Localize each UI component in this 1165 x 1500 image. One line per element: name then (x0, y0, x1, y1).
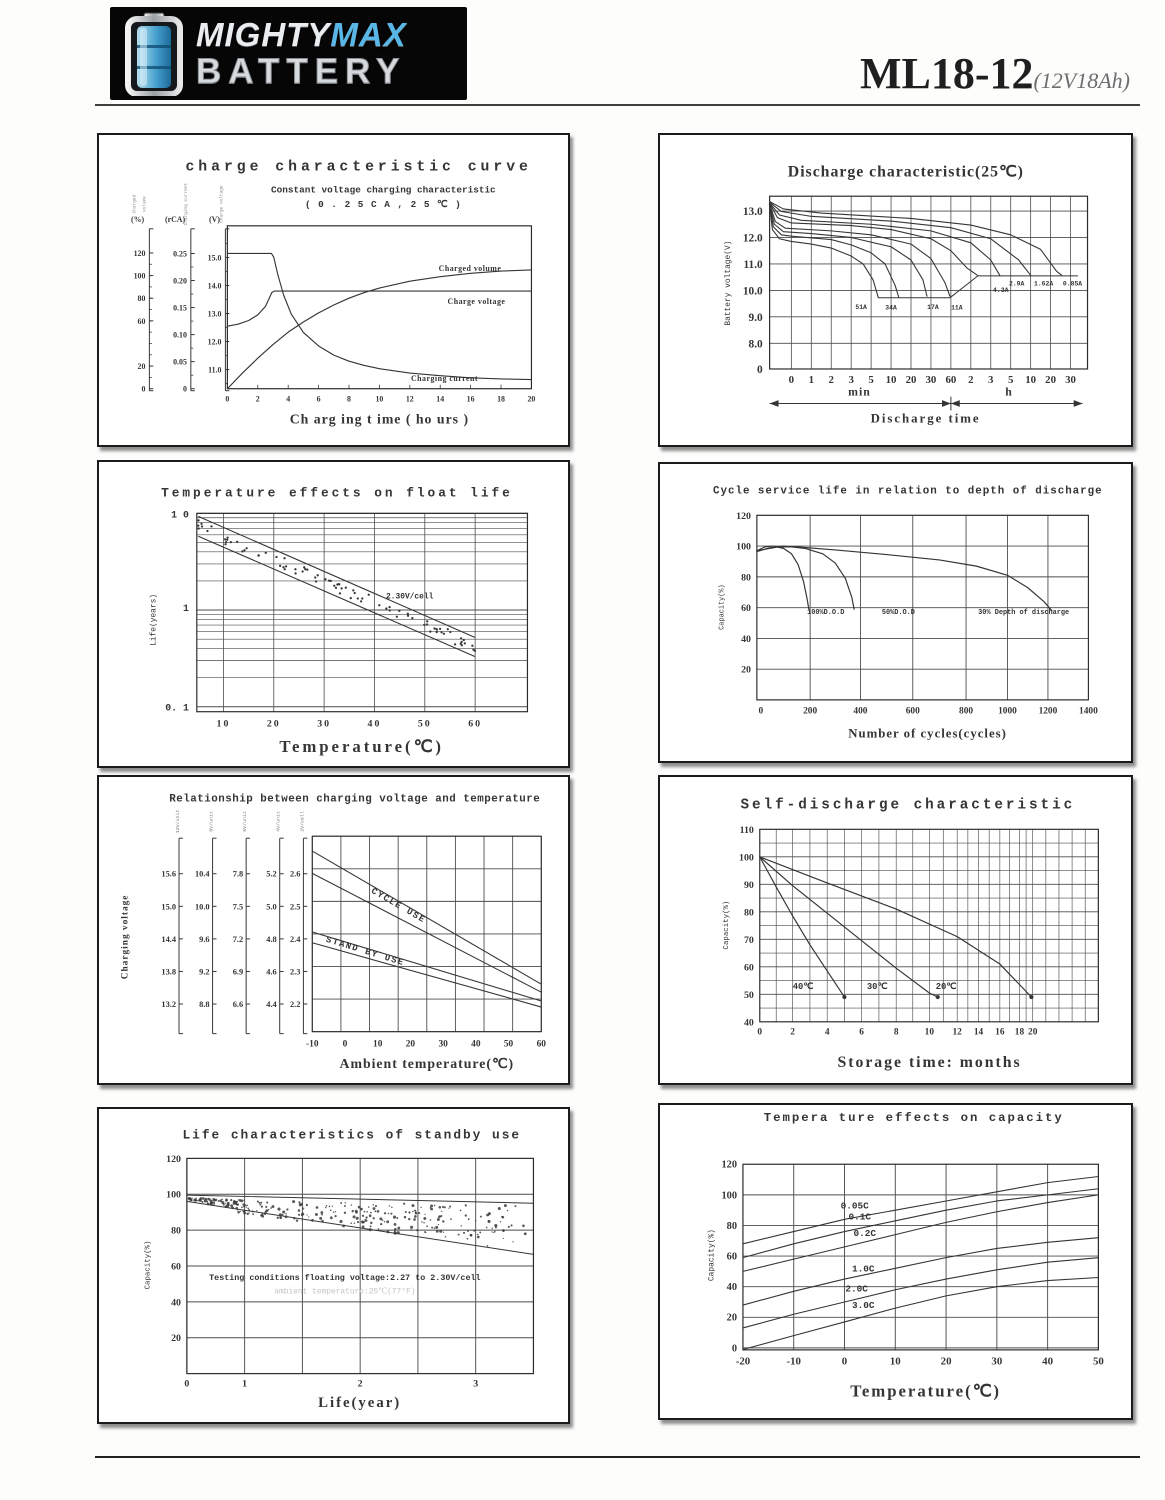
svg-text:30% Depth of discharge: 30% Depth of discharge (978, 608, 1070, 617)
svg-text:4.8: 4.8 (266, 934, 277, 944)
svg-text:20: 20 (1045, 373, 1057, 386)
svg-text:(V): (V) (209, 214, 221, 224)
svg-text:0: 0 (342, 1039, 348, 1050)
svg-text:120: 120 (133, 248, 146, 258)
svg-text:0: 0 (841, 1355, 848, 1368)
svg-text:12.0: 12.0 (742, 232, 763, 245)
svg-text:20: 20 (137, 362, 146, 372)
svg-text:13.0: 13.0 (742, 205, 763, 218)
svg-text:Charging current: Charging current (183, 182, 189, 226)
svg-text:20: 20 (905, 373, 917, 386)
svg-text:6V/unit: 6V/unit (243, 811, 249, 832)
chart-temp-capacity-canvas (660, 1105, 1131, 1418)
svg-text:Charged volume: Charged volume (438, 264, 502, 274)
svg-text:2: 2 (357, 1378, 363, 1390)
svg-text:9.0: 9.0 (748, 311, 763, 324)
svg-text:0.85A: 0.85A (1062, 280, 1083, 288)
svg-text:Testing conditions floating vo: Testing conditions floating voltage:2.27 to 2.30V/cell (209, 1272, 481, 1283)
svg-text:4.4: 4.4 (266, 999, 277, 1009)
svg-text:17A: 17A (927, 303, 939, 311)
chart-charge-canvas (99, 135, 568, 445)
svg-text:200: 200 (803, 706, 818, 717)
svg-text:18: 18 (497, 394, 505, 404)
svg-text:5.0: 5.0 (266, 902, 277, 912)
svg-text:80: 80 (171, 1225, 181, 1237)
svg-text:100: 100 (166, 1189, 181, 1201)
svg-text:40℃: 40℃ (792, 981, 814, 992)
svg-text:Capacity(%): Capacity(%) (723, 900, 732, 950)
svg-text:2.6: 2.6 (289, 869, 301, 879)
svg-text:Temperature(℃): Temperature(℃) (279, 737, 444, 757)
svg-text:34A: 34A (885, 304, 897, 312)
svg-text:20: 20 (171, 1333, 181, 1345)
svg-text:(rCA): (rCA) (164, 214, 186, 224)
chart-charging-voltage-panel (97, 775, 570, 1085)
svg-text:60: 60 (743, 962, 754, 974)
svg-text:14: 14 (973, 1027, 984, 1038)
svg-text:14: 14 (436, 394, 445, 404)
svg-text:0: 0 (788, 373, 795, 386)
svg-text:40: 40 (741, 633, 751, 645)
svg-text:4.3A: 4.3A (993, 287, 1009, 295)
svg-text:2.2: 2.2 (289, 999, 301, 1009)
svg-text:Capacity(%): Capacity(%) (718, 584, 727, 630)
svg-text:Number of cycles(cycles): Number of cycles(cycles) (848, 726, 1007, 741)
svg-text:10: 10 (889, 1355, 901, 1368)
svg-text:6.6: 6.6 (232, 999, 244, 1009)
svg-text:40: 40 (1042, 1355, 1054, 1368)
svg-text:0: 0 (757, 363, 763, 376)
svg-text:2: 2 (968, 373, 974, 386)
svg-text:2: 2 (828, 373, 834, 386)
svg-text:3: 3 (848, 373, 854, 386)
svg-text:2.30V/cell: 2.30V/cell (386, 592, 434, 602)
svg-text:Life characteristics of standb: Life characteristics of standby use (182, 1127, 522, 1143)
svg-text:0: 0 (141, 384, 146, 394)
svg-text:16: 16 (466, 394, 475, 404)
brand-logo (110, 7, 467, 100)
svg-text:5.2: 5.2 (266, 869, 277, 879)
svg-text:0.05: 0.05 (173, 357, 187, 367)
svg-text:Capacity(%): Capacity(%) (144, 1240, 153, 1290)
brand-battery: BATTERY (196, 52, 407, 91)
svg-text:12: 12 (952, 1027, 962, 1038)
svg-text:100: 100 (721, 1190, 738, 1202)
model-number (860, 48, 1130, 99)
chart-standby-life-panel (97, 1107, 570, 1424)
svg-text:12.0: 12.0 (207, 337, 222, 347)
svg-text:60: 60 (726, 1251, 738, 1263)
svg-text:20: 20 (266, 718, 281, 730)
svg-text:Life(years): Life(years) (149, 593, 159, 646)
svg-text:13.8: 13.8 (161, 967, 177, 977)
svg-text:Cycle service life in relation: Cycle service life in relation to depth of discharge (712, 485, 1103, 498)
svg-text:0.15: 0.15 (173, 303, 187, 313)
svg-text:Temperature(℃): Temperature(℃) (850, 1381, 1002, 1401)
svg-text:8V/unit: 8V/unit (209, 811, 215, 832)
svg-text:14.4: 14.4 (161, 934, 177, 944)
svg-text:2.0C: 2.0C (845, 1283, 868, 1295)
svg-text:0: 0 (182, 384, 187, 394)
svg-text:10: 10 (216, 718, 231, 730)
svg-text:30: 30 (317, 718, 332, 730)
svg-text:800: 800 (959, 706, 974, 717)
svg-text:0: 0 (758, 706, 764, 717)
svg-text:h: h (1005, 384, 1012, 399)
svg-text:2.5: 2.5 (289, 902, 301, 912)
svg-text:6.9: 6.9 (232, 967, 244, 977)
header-divider (95, 104, 1140, 106)
svg-text:4: 4 (286, 394, 291, 404)
brand-wordmark (196, 18, 407, 89)
chart-standby-life-canvas (99, 1109, 568, 1422)
svg-text:20℃: 20℃ (935, 981, 957, 992)
svg-text:10.0: 10.0 (742, 285, 763, 298)
svg-text:7.2: 7.2 (232, 934, 244, 944)
svg-text:Life(year): Life(year) (318, 1395, 402, 1412)
chart-discharge-panel (658, 133, 1133, 447)
svg-text:50: 50 (417, 718, 432, 730)
svg-text:16: 16 (995, 1027, 1005, 1038)
svg-text:10: 10 (885, 373, 897, 386)
svg-text:14.0: 14.0 (207, 281, 222, 291)
svg-text:1400: 1400 (1079, 706, 1098, 717)
chart-cycle-life-panel (658, 462, 1133, 763)
svg-text:1: 1 (242, 1378, 248, 1390)
svg-text:15.6: 15.6 (161, 869, 177, 879)
svg-text:60: 60 (137, 316, 146, 326)
svg-text:0.10: 0.10 (173, 330, 187, 340)
svg-text:120: 120 (736, 510, 751, 522)
svg-text:1: 1 (182, 603, 189, 615)
svg-text:70: 70 (743, 934, 754, 946)
svg-text:1.0C: 1.0C (852, 1263, 875, 1275)
svg-text:0.2C: 0.2C (853, 1228, 877, 1240)
svg-text:charge characteristic curve: charge characteristic curve (185, 159, 532, 176)
svg-text:51A: 51A (855, 303, 867, 311)
chart-float-life-panel (97, 460, 570, 768)
chart-discharge-canvas (660, 135, 1131, 445)
svg-text:Charge voltage: Charge voltage (219, 185, 225, 223)
svg-text:13.0: 13.0 (207, 309, 222, 319)
svg-text:60: 60 (468, 718, 483, 730)
svg-text:-10: -10 (786, 1355, 801, 1368)
svg-text:100%D.O.D: 100%D.O.D (807, 608, 845, 617)
svg-text:30: 30 (438, 1039, 448, 1050)
svg-text:1200: 1200 (1038, 706, 1058, 717)
svg-text:8: 8 (347, 394, 351, 404)
svg-text:5: 5 (1008, 373, 1014, 386)
brand-max: MAX (330, 16, 407, 53)
svg-text:2.4: 2.4 (289, 934, 301, 944)
svg-text:Self-discharge characteristic: Self-discharge characteristic (740, 797, 1076, 814)
svg-text:4V/unit: 4V/unit (276, 811, 282, 832)
svg-text:10: 10 (373, 1039, 383, 1050)
svg-text:20: 20 (940, 1355, 952, 1368)
svg-text:80: 80 (726, 1220, 738, 1232)
svg-text:13.2: 13.2 (161, 999, 177, 1009)
svg-text:Charge voltage: Charge voltage (447, 296, 506, 306)
svg-text:1000: 1000 (998, 706, 1017, 717)
svg-text:12V/unit: 12V/unit (176, 809, 182, 834)
svg-text:80: 80 (741, 572, 751, 584)
svg-text:1 0: 1 0 (171, 509, 189, 521)
chart-self-discharge-canvas (660, 777, 1131, 1083)
svg-text:volume: volume (142, 196, 148, 213)
svg-text:90: 90 (743, 879, 754, 891)
svg-text:ambient temperature:25℃(77°F): ambient temperature:25℃(77°F) (274, 1287, 416, 1297)
svg-text:100: 100 (736, 541, 751, 553)
svg-text:Relationship between charging: Relationship between charging voltage and temperature (169, 793, 541, 806)
svg-text:30: 30 (925, 373, 937, 386)
chart-float-life-canvas (99, 462, 568, 766)
svg-text:-20: -20 (735, 1355, 751, 1368)
svg-text:Constant voltage charging char: Constant voltage charging characteristic (271, 184, 496, 196)
svg-text:8.8: 8.8 (199, 999, 210, 1009)
svg-text:600: 600 (905, 706, 920, 717)
svg-text:2.9A: 2.9A (1009, 280, 1025, 288)
svg-text:20: 20 (741, 664, 751, 676)
svg-text:Battery voltage(V): Battery voltage(V) (724, 240, 734, 326)
svg-text:120: 120 (166, 1153, 181, 1165)
svg-text:400: 400 (853, 706, 868, 717)
svg-text:15.0: 15.0 (207, 253, 222, 263)
svg-text:2: 2 (790, 1027, 795, 1038)
svg-text:0.1C: 0.1C (848, 1211, 872, 1223)
model-code: ML18-12 (859, 49, 1034, 98)
svg-text:110: 110 (739, 824, 754, 836)
svg-text:6: 6 (316, 394, 321, 404)
svg-text:60: 60 (536, 1039, 546, 1050)
svg-text:2: 2 (255, 394, 260, 404)
svg-text:0: 0 (757, 1027, 763, 1038)
svg-text:100: 100 (133, 271, 146, 281)
chart-self-discharge-panel (658, 775, 1133, 1085)
svg-text:20: 20 (726, 1312, 738, 1324)
svg-text:2V/cell: 2V/cell (300, 811, 306, 832)
chart-cycle-life-canvas (660, 464, 1131, 761)
svg-text:Ambient temperature(℃): Ambient temperature(℃) (339, 1056, 515, 1072)
svg-text:0.05C: 0.05C (840, 1200, 869, 1212)
svg-text:10: 10 (924, 1027, 935, 1038)
svg-text:20: 20 (405, 1039, 416, 1050)
svg-text:CYCLE USE: CYCLE USE (369, 886, 428, 926)
svg-text:0.20: 0.20 (173, 276, 187, 286)
svg-text:40: 40 (743, 1017, 754, 1029)
svg-text:Storage time: months: Storage time: months (837, 1054, 1022, 1072)
svg-text:3.0C: 3.0C (852, 1300, 875, 1312)
model-spec: (12V18Ah) (1033, 68, 1130, 93)
svg-text:( 0 . 2 5 C A , 2 5 ℃ ): ( 0 . 2 5 C A , 2 5 ℃ ) (304, 199, 462, 211)
brand-mighty: MIGHTY (196, 16, 331, 53)
svg-text:40: 40 (471, 1039, 481, 1050)
svg-text:30℃: 30℃ (866, 981, 888, 992)
svg-text:8: 8 (893, 1027, 899, 1038)
svg-text:5: 5 (868, 373, 874, 386)
footer-divider (95, 1456, 1140, 1458)
svg-text:60: 60 (171, 1261, 181, 1273)
svg-text:60: 60 (741, 603, 751, 615)
svg-text:30: 30 (991, 1355, 1003, 1368)
chart-charging-voltage-canvas (99, 777, 568, 1083)
svg-text:Charging voltage: Charging voltage (120, 894, 131, 980)
svg-text:Ch arg ing t ime ( ho urs ): Ch arg ing t ime ( ho urs ) (289, 411, 470, 427)
svg-text:120: 120 (721, 1159, 738, 1171)
chart-temp-capacity-panel (658, 1103, 1133, 1420)
svg-text:Discharge time: Discharge time (870, 411, 981, 426)
svg-text:Charging current: Charging current (411, 373, 479, 383)
chart-charge-panel (97, 133, 570, 447)
svg-text:0: 0 (184, 1378, 190, 1390)
svg-text:15.0: 15.0 (161, 902, 177, 912)
svg-text:40: 40 (171, 1297, 181, 1309)
svg-text:7.5: 7.5 (232, 902, 244, 912)
svg-text:Discharge characteristic(25℃): Discharge characteristic(25℃) (787, 163, 1024, 181)
svg-text:80: 80 (137, 294, 146, 304)
svg-text:6: 6 (859, 1027, 864, 1038)
svg-text:100: 100 (739, 852, 754, 864)
svg-text:4: 4 (824, 1027, 830, 1038)
svg-text:9.2: 9.2 (199, 967, 210, 977)
svg-text:11.0: 11.0 (743, 258, 763, 271)
svg-text:(%): (%) (130, 214, 145, 224)
svg-text:9.6: 9.6 (199, 934, 210, 944)
svg-text:40: 40 (367, 718, 382, 730)
svg-text:10.0: 10.0 (194, 902, 210, 912)
svg-text:60: 60 (945, 373, 957, 386)
svg-text:18: 18 (1014, 1027, 1025, 1038)
svg-text:2.3: 2.3 (289, 967, 301, 977)
svg-text:80: 80 (743, 907, 754, 919)
svg-text:1: 1 (808, 373, 814, 386)
svg-text:1.62A: 1.62A (1034, 280, 1054, 288)
svg-text:min: min (848, 384, 871, 399)
svg-text:0. 1: 0. 1 (165, 702, 189, 714)
svg-text:20: 20 (527, 394, 536, 404)
svg-text:Temperature effects on float l: Temperature effects on float life (161, 485, 513, 501)
svg-text:50%D.O.D: 50%D.O.D (881, 608, 915, 617)
svg-text:10: 10 (375, 394, 384, 404)
svg-text:8.0: 8.0 (748, 338, 763, 351)
svg-text:50: 50 (503, 1039, 514, 1050)
svg-text:Tempera ture effects on capaci: Tempera ture effects on capacity (763, 1110, 1064, 1125)
svg-text:11.0: 11.0 (208, 365, 222, 375)
svg-text:STAND BY USE: STAND BY USE (324, 934, 406, 969)
svg-text:3: 3 (988, 373, 994, 386)
battery-icon (118, 12, 190, 96)
svg-text:12: 12 (405, 394, 414, 404)
svg-text:30: 30 (1065, 373, 1076, 386)
svg-text:Charged: Charged (132, 194, 138, 214)
svg-text:7.8: 7.8 (232, 869, 244, 879)
svg-text:50: 50 (1092, 1355, 1104, 1368)
svg-text:20: 20 (1028, 1027, 1038, 1038)
svg-text:-10: -10 (306, 1039, 319, 1050)
svg-text:4.6: 4.6 (266, 967, 277, 977)
svg-text:0: 0 (225, 394, 230, 404)
svg-text:10.4: 10.4 (194, 869, 210, 879)
svg-text:40: 40 (726, 1282, 738, 1294)
svg-text:10: 10 (1025, 373, 1037, 386)
svg-text:50: 50 (743, 989, 754, 1001)
svg-text:Capacity(%): Capacity(%) (707, 1229, 717, 1282)
svg-text:0: 0 (731, 1343, 738, 1355)
svg-text:11A: 11A (951, 304, 963, 312)
svg-text:0.25: 0.25 (173, 249, 187, 259)
svg-text:3: 3 (473, 1378, 479, 1390)
